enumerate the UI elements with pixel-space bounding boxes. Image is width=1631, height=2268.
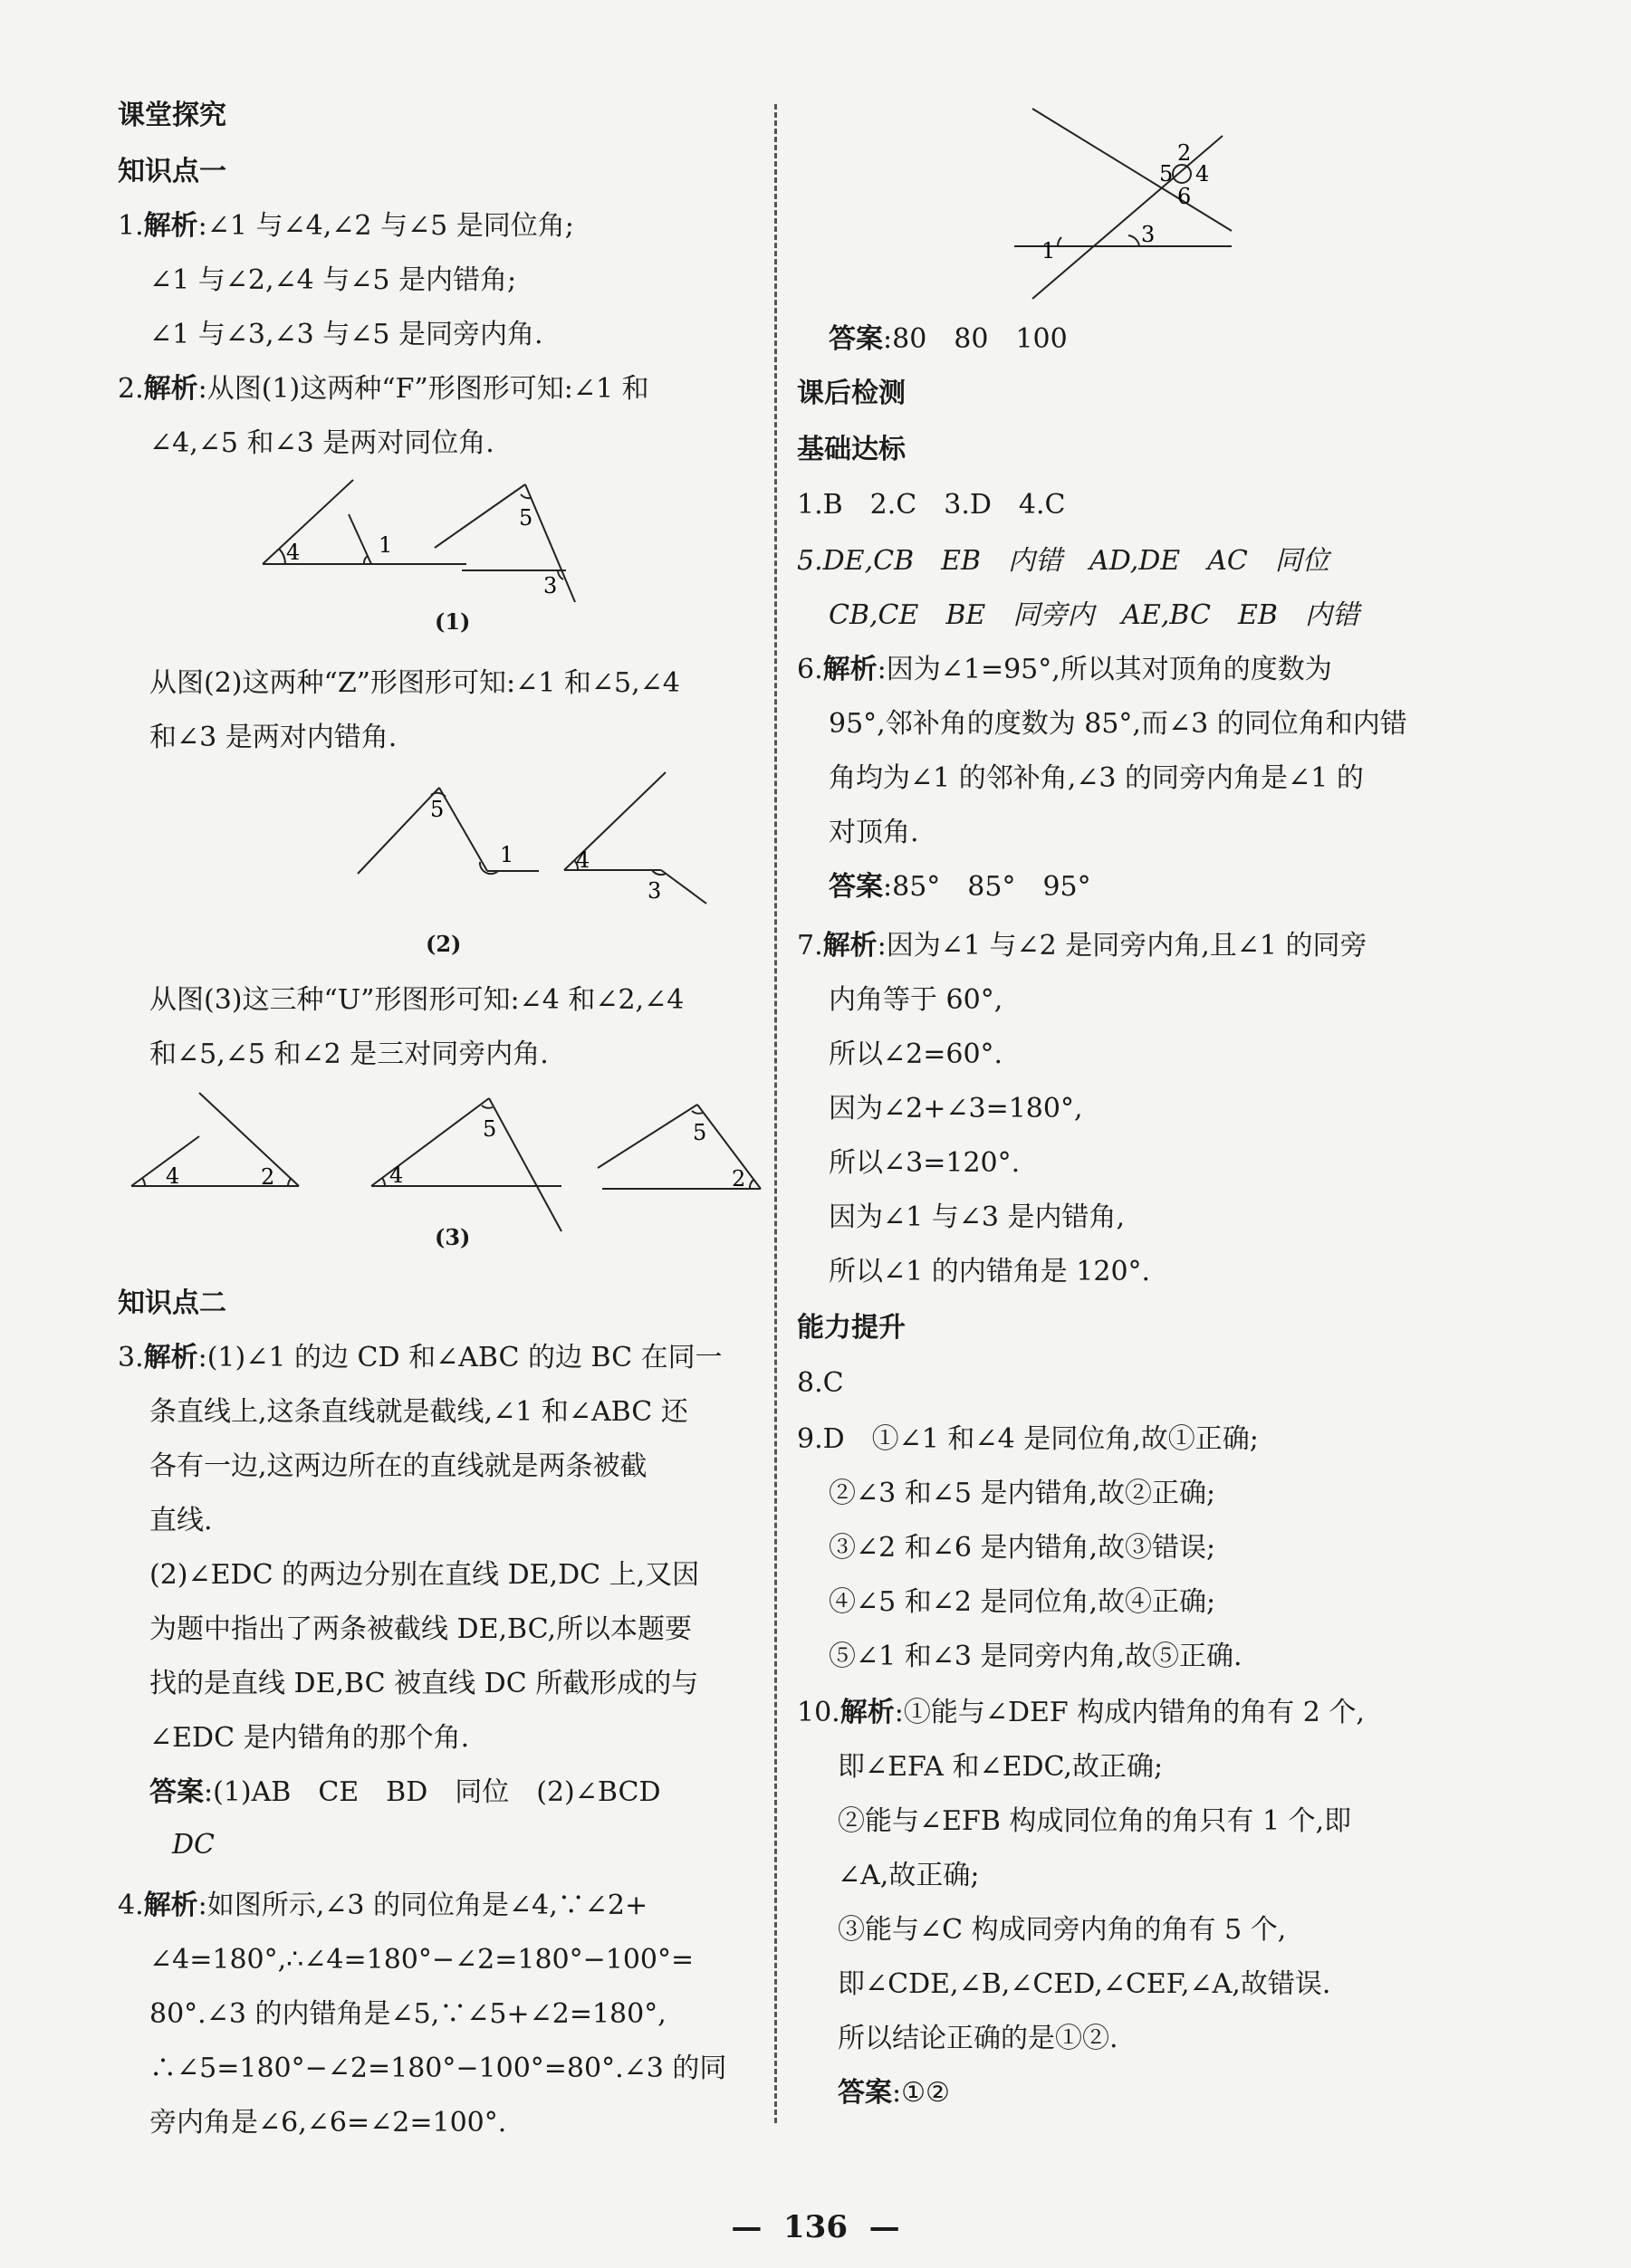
fig1-label: 3 xyxy=(543,573,558,598)
q10-answer: 答案:①② xyxy=(838,2077,950,2109)
fig2-label: 5 xyxy=(430,797,445,822)
fig3-label: 4 xyxy=(166,1163,180,1189)
q2-line: 从图(2)这两种“Z”形图形可知:∠1 和∠5,∠4 xyxy=(149,667,680,699)
q3-line: 直线. xyxy=(149,1505,213,1536)
top-figure xyxy=(1005,100,1241,308)
q7-line: 所以∠3=120°. xyxy=(829,1147,1021,1179)
fig3-label: 4 xyxy=(389,1163,404,1188)
q4-line: 旁内角是∠6,∠6=∠2=100°. xyxy=(149,2107,507,2139)
q2-line: 从图(3)这三种“U”形图形可知:∠4 和∠2,∠4 xyxy=(149,984,685,1016)
fig3-caption: (3) xyxy=(435,1224,471,1250)
q2-line: 2.解析:从图(1)这两种“F”形图形可知:∠1 和 xyxy=(118,373,649,405)
q2-line: 和∠3 是两对内错角. xyxy=(149,722,398,753)
q1-line: ∠1 与∠2,∠4 与∠5 是内错角; xyxy=(149,264,517,296)
q3-line: (2)∠EDC 的两边分别在直线 DE,DC 上,又因 xyxy=(149,1559,700,1591)
column-divider xyxy=(774,104,777,2123)
fig3-label: 2 xyxy=(261,1164,275,1190)
q4-line: ∠4=180°,∴∠4=180°−∠2=180°−100°= xyxy=(149,1944,695,1976)
q3-line: 各有一边,这两边所在的直线就是两条被截 xyxy=(149,1450,648,1482)
fig1-caption: (1) xyxy=(435,608,471,635)
q10-line: ∠A,故正确; xyxy=(838,1860,980,1891)
q3-line: 找的是直线 DE,BC 被直线 DC 所截形成的与 xyxy=(149,1668,699,1699)
top-fig-label: 6 xyxy=(1177,184,1192,209)
q6-answer: 答案:85° 85° 95° xyxy=(829,871,1091,903)
figure-2 xyxy=(235,761,761,933)
q10-line: 即∠EFA 和∠EDC,故正确; xyxy=(838,1751,1164,1783)
q6-line: 6.解析:因为∠1=95°,所以其对顶角的度数为 xyxy=(797,654,1332,685)
q2-line: 和∠5,∠5 和∠2 是三对同旁内角. xyxy=(149,1038,549,1070)
fig2-label: 4 xyxy=(576,847,590,873)
q9-line: ③∠2 和∠6 是内错角,故③错误; xyxy=(829,1532,1216,1564)
q2-line: ∠4,∠5 和∠3 是两对同位角. xyxy=(149,427,494,459)
q4-line: ∴∠5=180°−∠2=180°−100°=80°.∠3 的同 xyxy=(149,2053,727,2084)
q10-line: ②能与∠EFB 构成同位角的角只有 1 个,即 xyxy=(838,1805,1352,1837)
top-fig-label: 2 xyxy=(1177,140,1192,166)
top-fig-label: 3 xyxy=(1141,222,1156,247)
page-number: — 136 — xyxy=(731,2209,900,2245)
q10-line: 即∠CDE,∠B,∠CED,∠CEF,∠A,故错误. xyxy=(838,1968,1331,2000)
fig1-label: 5 xyxy=(519,505,533,531)
q7-line: 所以∠2=60°. xyxy=(829,1038,1003,1070)
figure-1 xyxy=(254,471,761,625)
q9-line: ④∠5 和∠2 是同位角,故④正确; xyxy=(829,1586,1216,1618)
kp1-heading: 知识点一 xyxy=(118,156,226,187)
q6-line: 角均为∠1 的邻补角,∠3 的同旁内角是∠1 的 xyxy=(829,762,1364,794)
q9-line: 9.D ①∠1 和∠4 是同位角,故①正确; xyxy=(797,1423,1259,1455)
q8-line: 8.C xyxy=(797,1367,844,1399)
top-fig-label: 4 xyxy=(1195,161,1210,187)
q7-line: 7.解析:因为∠1 与∠2 是同旁内角,且∠1 的同旁 xyxy=(797,930,1367,962)
top-answer: 答案:80 80 100 xyxy=(829,323,1068,355)
basic-heading: 基础达标 xyxy=(797,434,906,465)
q3-line: 条直线上,这条直线就是截线,∠1 和∠ABC 还 xyxy=(149,1396,688,1428)
q3-line: ∠EDC 是内错角的那个角. xyxy=(149,1722,470,1754)
q9-line: ②∠3 和∠5 是内错角,故②正确; xyxy=(829,1478,1216,1509)
q1-line: ∠1 与∠3,∠3 与∠5 是同旁内角. xyxy=(149,319,543,350)
q7-line: 所以∠1 的内错角是 120°. xyxy=(829,1256,1151,1287)
q1-line: 1.解析:∠1 与∠4,∠2 与∠5 是同位角; xyxy=(118,210,574,242)
after-class-heading: 课后检测 xyxy=(797,378,906,409)
q3-line: 为题中指出了两条被截线 DE,BC,所以本题要 xyxy=(149,1613,693,1645)
fig3-label: 5 xyxy=(693,1120,707,1145)
answers-line: 1.B 2.C 3.D 4.C xyxy=(797,489,1066,521)
ability-heading: 能力提升 xyxy=(797,1312,906,1344)
q9-line: ⑤∠1 和∠3 是同旁内角,故⑤正确. xyxy=(829,1641,1242,1672)
top-fig-label: 5 xyxy=(1159,161,1174,187)
fig2-caption: (2) xyxy=(426,931,462,957)
q4-line: 80°.∠3 的内错角是∠5,∵∠5+∠2=180°, xyxy=(149,1998,667,2030)
answers-line: 5.DE,CB EB 内错 AD,DE AC 同位 xyxy=(797,545,1329,577)
answers-line: CB,CE BE 同旁内 AE,BC EB 内错 xyxy=(829,599,1359,631)
fig1-label: 4 xyxy=(286,540,301,565)
fig2-label: 3 xyxy=(648,878,662,904)
q7-line: 因为∠1 与∠3 是内错角, xyxy=(829,1201,1126,1233)
q6-line: 95°,邻补角的度数为 85°,而∠3 的同位角和内错 xyxy=(829,708,1407,740)
top-fig-label: 1 xyxy=(1041,238,1056,263)
q7-line: 内角等于 60°, xyxy=(829,984,1003,1016)
kp2-heading: 知识点二 xyxy=(118,1287,226,1319)
fig3-label: 2 xyxy=(732,1166,746,1191)
fig3-label: 5 xyxy=(483,1116,497,1142)
section-heading: 课堂探究 xyxy=(118,100,226,131)
q3-line: 3.解析:(1)∠1 的边 CD 和∠ABC 的边 BC 在同一 xyxy=(118,1342,723,1373)
q10-line: 所以结论正确的是①②. xyxy=(838,2023,1118,2054)
figure-3 xyxy=(118,1082,770,1209)
q3-answer: 答案:(1)AB CE BD 同位 (2)∠BCD xyxy=(149,1776,661,1808)
q7-line: 因为∠2+∠3=180°, xyxy=(829,1093,1083,1124)
fig1-label: 1 xyxy=(379,532,393,558)
q3-answer: DC xyxy=(172,1829,216,1861)
fig2-label: 1 xyxy=(500,842,514,867)
q6-line: 对顶角. xyxy=(829,817,919,848)
q4-line: 4.解析:如图所示,∠3 的同位角是∠4,∵∠2+ xyxy=(118,1890,648,1921)
q10-line: ③能与∠C 构成同旁内角的角有 5 个, xyxy=(838,1914,1287,1946)
q10-line: 10.解析:①能与∠DEF 构成内错角的角有 2 个, xyxy=(797,1697,1365,1728)
